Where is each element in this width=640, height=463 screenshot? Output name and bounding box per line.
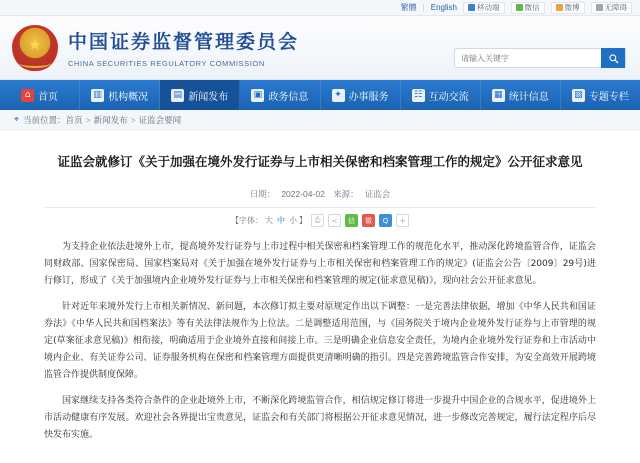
nav-item-home-label: 首页 <box>38 91 59 103</box>
article-source-label: 来源： <box>333 189 359 199</box>
main-nav <box>0 80 640 110</box>
search-icon <box>608 53 619 64</box>
share-icon[interactable]: ≺ <box>328 214 341 227</box>
font-size-small[interactable]: 小 <box>289 216 297 225</box>
nav-item-topics[interactable] <box>561 80 640 110</box>
nav-item-interaction[interactable] <box>401 80 481 110</box>
site-title-block <box>68 27 299 68</box>
mobile-entry-label: 移动端 <box>477 3 500 12</box>
site-banner <box>0 16 640 80</box>
nav-item-overview[interactable] <box>80 80 160 110</box>
topbar-separator: | <box>422 3 425 12</box>
font-size-large[interactable]: 大 <box>265 216 273 225</box>
article-paragraph-2: 针对近年来境外发行上市相关新情况、新问题，本次修订拟主要对原规定作出以下调整：一是完善法律依据，增加《中华人民共和国证券法》《中华人民共和国档案法》等有关法律法规作为上位法。二是调整适用范围，与《国务院关于境内企业境外发行证券与上市管理的规定(草案征求意见稿)》相衔接，明确适用于企业境外直接和间接上市。三是明确企业信息安全责任，为境内企业境外发行证券和上市活动中境内企业、有关证券公司、证券服务机构在保密和档案管理方面提供更清晰明确的指引。四是完善跨境监管合作安排，为安全高效开展跨境监管合作提供制度保障。 <box>44 302 596 380</box>
font-size-label: 【字体： <box>231 216 263 225</box>
mobile-entry-chip[interactable] <box>463 2 505 14</box>
nav-item-home[interactable] <box>0 80 80 110</box>
service-icon: ✦ <box>332 89 345 102</box>
font-size-control[interactable] <box>231 215 307 226</box>
news-icon: ▤ <box>171 89 184 102</box>
nav-item-news[interactable] <box>160 80 240 110</box>
nav-item-news-label: 新闻发布 <box>188 91 229 103</box>
location-icon: ⌖ <box>14 114 20 124</box>
nav-item-government-info[interactable] <box>240 80 320 110</box>
accessibility-entry-label: 无障碍 <box>604 3 627 12</box>
chart-icon: ▦ <box>492 89 505 102</box>
font-size-close: 】 <box>299 216 307 225</box>
search-box[interactable] <box>454 48 626 68</box>
weibo-icon[interactable]: 微 <box>362 214 375 227</box>
accessibility-icon <box>596 4 603 11</box>
qq-icon[interactable]: Q <box>379 214 392 227</box>
article-toolbar <box>44 208 596 229</box>
article-paragraph-3: 国家继续支持各类符合条件的企业赴境外上市，不断深化跨境监管合作，相信规定修订将进一步提升中国企业的合规水平，促进境外上市活动健康有序发展。欢迎社会各界提出宝贵意见，证监会和有关部门将根据公开征求意见情况，进一步修改完善规定，履行法定程序后尽快发布实施。 <box>44 396 596 440</box>
national-emblem-icon: ★ <box>12 25 58 71</box>
weibo-icon <box>556 4 563 11</box>
building-icon: ▥ <box>91 89 104 102</box>
weibo-entry-chip[interactable] <box>551 2 585 14</box>
home-icon: ⌂ <box>21 89 34 102</box>
wechat-entry-label: 微信 <box>524 3 540 12</box>
nav-item-services-label: 办事服务 <box>348 91 389 103</box>
nav-item-government-info-label: 政务信息 <box>268 91 309 103</box>
more-icon[interactable]: + <box>396 214 409 227</box>
mobile-icon <box>468 4 475 11</box>
top-utility-bar <box>0 0 640 16</box>
article-body <box>44 239 596 444</box>
folder-icon: ▧ <box>572 89 585 102</box>
article-container <box>0 130 640 463</box>
wechat-icon <box>516 4 523 11</box>
weibo-entry-label: 微博 <box>564 3 580 12</box>
article-paragraph-1: 为支持企业依法赴境外上市，提高境外发行证券与上市过程中相关保密和档案管理工作的规范化水平，推动深化跨境监管合作，证监会同财政部、国家保密局、国家档案局对《关于加强在境外发行证券与上市相关保密和档案管理工作的规定》(证监会公告〔2009〕29号)进行修订，形成了《关于加强境内企业境外发行证券与上市相关保密和档案管理的规定(征求意见稿)》，现向社会公开征求意见。 <box>44 242 596 286</box>
font-size-medium[interactable]: 中 <box>277 216 285 225</box>
article-meta <box>44 188 596 208</box>
doc-icon: ▣ <box>251 89 264 102</box>
search-button[interactable] <box>601 48 625 68</box>
chat-icon: ☷ <box>412 89 425 102</box>
article-date-label: 日期： <box>249 189 276 199</box>
breadcrumb-prefix: 当前位置： <box>23 114 66 125</box>
breadcrumb-item-home[interactable]: 首页 <box>65 114 83 125</box>
article-date: 2022-04-02 <box>281 189 325 199</box>
nav-item-interaction-label: 互动交流 <box>428 91 469 103</box>
article-title: 证监会就修订《关于加强在境外发行证券与上市相关保密和档案管理工作的规定》公开征求意见 <box>57 154 583 169</box>
article-source: 证监会 <box>364 189 391 199</box>
search-input[interactable] <box>455 49 601 67</box>
breadcrumb-separator-2: > <box>130 114 136 125</box>
lang-traditional-link[interactable]: 繁體 <box>400 3 417 12</box>
wechat-icon[interactable]: 信 <box>345 214 358 227</box>
nav-item-topics-label: 专题专栏 <box>588 91 629 103</box>
nav-item-services[interactable] <box>321 80 401 110</box>
site-title-cn: 中国证券监督管理委员会 <box>68 31 300 53</box>
breadcrumb <box>0 110 640 130</box>
print-icon[interactable]: ⎙ <box>311 214 324 227</box>
breadcrumb-separator-1: > <box>85 114 91 125</box>
accessibility-entry-chip[interactable] <box>591 2 633 14</box>
wechat-entry-chip[interactable] <box>511 2 545 14</box>
site-title-en: CHINA SECURITIES REGULATORY COMMISSION <box>68 59 265 68</box>
nav-item-statistics[interactable] <box>481 80 561 110</box>
breadcrumb-item-news[interactable]: 新闻发布 <box>93 114 128 125</box>
nav-item-statistics-label: 统计信息 <box>508 91 549 103</box>
lang-english-link[interactable]: English <box>430 3 457 12</box>
nav-item-overview-label: 机构概况 <box>108 91 149 103</box>
breadcrumb-item-csrc-news[interactable]: 证监会要闻 <box>138 114 182 125</box>
